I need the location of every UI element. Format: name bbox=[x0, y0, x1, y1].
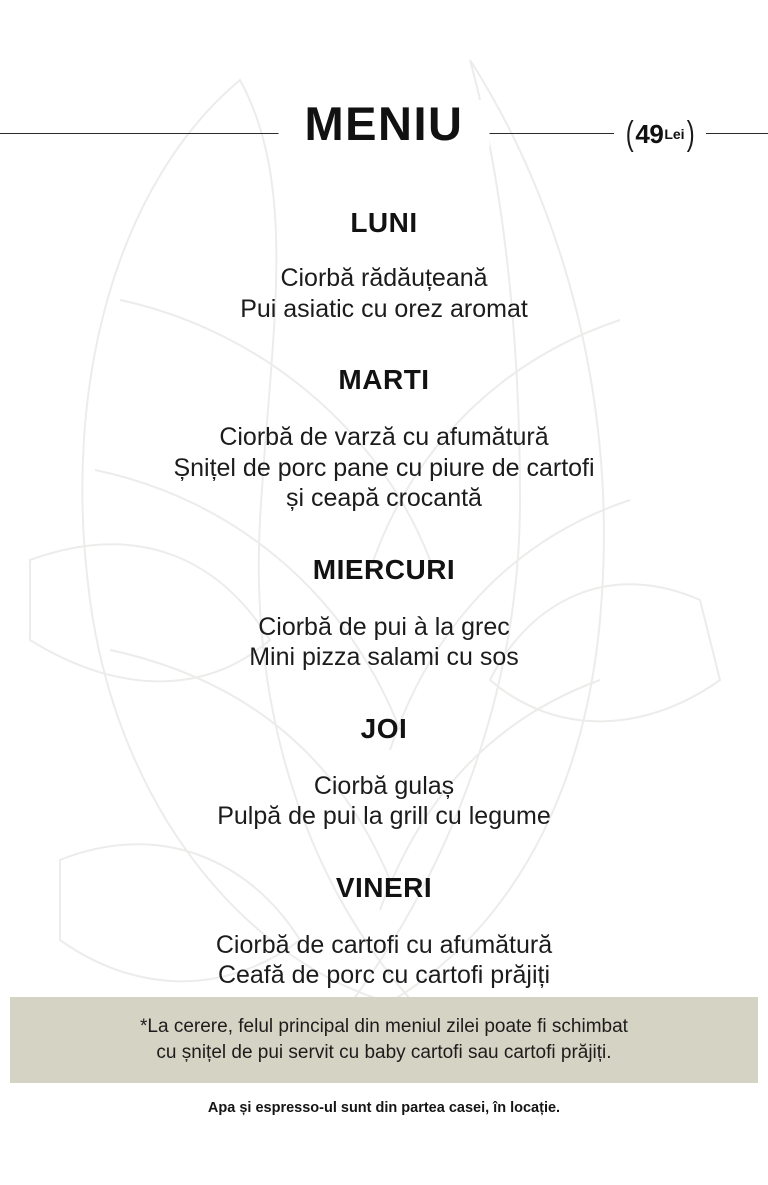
dish-group-marti bbox=[40, 422, 728, 514]
day-block-vineri bbox=[40, 872, 728, 991]
dish-item: Ciorbă de cartofi cu afumătură bbox=[215, 930, 553, 959]
day-title-marti: MARTI bbox=[338, 364, 430, 395]
dish-item: Ciorbă rădăuțeană bbox=[280, 264, 488, 292]
dish-item: și ceapă crocantă bbox=[286, 484, 482, 512]
price-badge bbox=[614, 106, 706, 162]
day-title-luni: LUNI bbox=[350, 207, 418, 238]
dish-item: Ciorbă gulaș bbox=[313, 771, 455, 800]
dish-item: Pui asiatic cu orez aromat bbox=[240, 294, 528, 323]
dish-item: Șnițel de porc pane cu piure de cartofi bbox=[173, 453, 595, 482]
day-title-vineri: VINERI bbox=[335, 871, 433, 903]
day-block-luni bbox=[40, 175, 728, 324]
page-title: MENIU bbox=[279, 100, 490, 147]
paren-right-icon: ) bbox=[686, 115, 695, 153]
paren-left-icon: ( bbox=[625, 115, 634, 153]
dish-item: Ceafă de porc cu cartofi prăjiți bbox=[217, 961, 551, 989]
dish-item: Ciorbă de varză cu afumătură bbox=[219, 423, 549, 451]
dish-group-luni bbox=[40, 263, 728, 324]
day-block-joi bbox=[40, 713, 728, 832]
dish-group-miercuri bbox=[40, 612, 728, 673]
note-banner bbox=[10, 997, 758, 1083]
price-currency: Lei bbox=[664, 126, 685, 142]
dish-item: Mini pizza salami cu sos bbox=[249, 643, 519, 671]
dish-group-vineri bbox=[40, 930, 728, 991]
day-title-miercuri: MIERCURI bbox=[312, 553, 456, 585]
footer-note: Apa și espresso-ul sunt din partea casei, în locație. bbox=[207, 1100, 561, 1116]
day-title-joi: JOI bbox=[360, 712, 408, 744]
menu-days-list bbox=[0, 175, 768, 991]
day-block-miercuri bbox=[40, 554, 728, 673]
dish-group-joi bbox=[40, 771, 728, 832]
note-line-2: cu șnițel de pui servit cu baby cartofi sau cartofi prăjiți. bbox=[156, 1042, 612, 1063]
note-text bbox=[110, 1014, 658, 1065]
menu-header bbox=[0, 0, 768, 175]
dish-item: Pulpă de pui la grill cu legume bbox=[217, 802, 551, 830]
dish-item: Ciorbă de pui à la grec bbox=[258, 612, 510, 641]
note-line-1: *La cerere, felul principal din meniul zilei poate fi schimbat bbox=[140, 1016, 628, 1038]
day-block-marti bbox=[40, 364, 728, 514]
price-amount: 49 bbox=[635, 118, 664, 149]
